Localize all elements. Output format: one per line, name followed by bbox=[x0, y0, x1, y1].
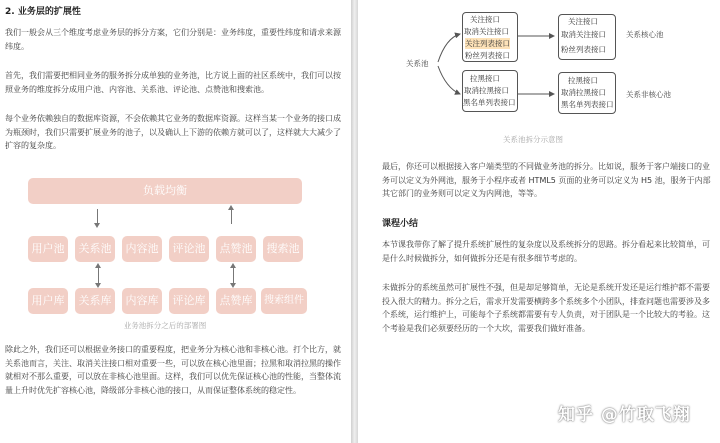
left-page bbox=[0, 0, 351, 443]
store-box: 关系库 bbox=[75, 288, 115, 314]
store-box: 评论库 bbox=[169, 288, 209, 314]
pool-box: 关系池 bbox=[75, 236, 115, 262]
paragraph-4: 除此之外，我们还可以根据业务接口的重要程度，把业务分为核心池和非核心池。打个比方，就关系池而言，关注、取消关注接口相对重要一些，可以放在核心池里面；拉黑和取消拉黑的操作就相对不那么重要，可以放在非核心池里面。这样，我们可以优先保证核心池的性能，当整体流量上升时优先扩容核心池，降级部分非核心池的接口，从而保证整体系统的稳定性。 bbox=[5, 345, 341, 395]
interface-item: 黑名单列表接口 bbox=[561, 100, 614, 109]
pool-box: 用户池 bbox=[28, 236, 68, 262]
interface-item: 关注接口 bbox=[568, 17, 598, 26]
diagram-arrows bbox=[358, 0, 720, 150]
paragraph-6: 本节课我带你了解了提升系统扩展性的复杂度以及系统拆分的思路。拆分看起来比较简单，可是什么时候做拆分，如何做拆分还是有很多细节考虑的。 bbox=[382, 240, 710, 263]
paragraph-1: 我们一般会从三个维度考虑业务层的拆分方案，它们分别是：业务纬度，重要性纬度和请求来源纬度。 bbox=[5, 28, 341, 51]
pool-box: 评论池 bbox=[169, 236, 209, 262]
diagram-caption: 关系池拆分示意图 bbox=[503, 135, 563, 144]
section-heading: 2. 业务层的扩展性 bbox=[5, 7, 81, 17]
store-box: 用户库 bbox=[28, 288, 68, 314]
pool-box: 内容池 bbox=[122, 236, 162, 262]
interface-item: 关注接口 bbox=[470, 15, 500, 24]
interface-item: 取消拉黑接口 bbox=[561, 88, 606, 97]
right-page bbox=[358, 0, 720, 443]
load-balancer-box: 负载均衡 bbox=[28, 178, 302, 204]
interface-item: 取消关注接口 bbox=[464, 27, 509, 36]
summary-heading: 课程小结 bbox=[382, 219, 419, 229]
source-pool-label: 关系池 bbox=[406, 59, 429, 68]
interface-item: 关注列表接口 bbox=[465, 39, 510, 48]
interface-item: 粉丝列表接口 bbox=[465, 51, 510, 60]
arrow-icon bbox=[98, 267, 99, 284]
book-gutter bbox=[351, 0, 358, 443]
paragraph-2: 首先，我们需要把相同业务的服务拆分成单独的业务池，比方说上面的社区系统中，我们可以按照业务的维度拆分成用户池、内容池、关系池、评论池、点赞池和搜索池。 bbox=[5, 71, 341, 94]
interface-item: 取消关注接口 bbox=[561, 30, 606, 39]
store-box: 搜索组件 bbox=[261, 288, 307, 314]
arrow-icon bbox=[233, 267, 234, 284]
store-box: 内容库 bbox=[122, 288, 162, 314]
diagram-caption: 业务池拆分之后的部署图 bbox=[123, 321, 207, 330]
interface-item: 取消拉黑接口 bbox=[464, 86, 509, 95]
paragraph-3: 每个业务依赖独自的数据库资源，不会依赖其它业务的数据库资源。这样当某一个业务的接口成为瓶颈时，我们只需要扩展业务的池子，以及确认上下游的依赖方就可以了，这样就大大减少了扩容的复杂度。 bbox=[5, 114, 341, 150]
pool-box: 搜索池 bbox=[263, 236, 303, 262]
paragraph-7: 未做拆分的系统虽然可扩展性不强，但是却足够简单，无论是系统开发还是运行维护都不需要投入很大的精力。拆分之后，需求开发需要横跨多个系统多个小团队，排查问题也需要涉及多个系统，运行维护上，可能每个子系统都需要有专人负责，对于团队是一个比较大的考验。这个考验是我们必须要经历的一个大坎，需要我们做好准备。 bbox=[382, 283, 710, 333]
pool-box: 点赞池 bbox=[216, 236, 256, 262]
watermark: 知乎 @竹取飞翔 bbox=[558, 405, 691, 425]
arrow-icon bbox=[97, 209, 98, 224]
store-box: 点赞库 bbox=[216, 288, 256, 314]
interface-item: 拉黑接口 bbox=[568, 76, 598, 85]
noncore-pool-label: 关系非核心池 bbox=[626, 90, 671, 99]
arrow-icon bbox=[231, 209, 232, 224]
core-pool-label: 关系核心池 bbox=[626, 30, 664, 39]
interface-item: 粉丝列表接口 bbox=[561, 45, 606, 54]
interface-item: 拉黑接口 bbox=[470, 74, 500, 83]
paragraph-5: 最后，你还可以根据接入客户端类型的不同做业务池的拆分。比如说，服务于客户端接口的业务可以定义为外网池，服务于小程序或者 HTML5 页面的业务可以定义为 H5 池，服务于内部其它部门的业务则可以定义为内网池，等等。 bbox=[382, 162, 711, 198]
interface-item: 黑名单列表接口 bbox=[463, 98, 516, 107]
